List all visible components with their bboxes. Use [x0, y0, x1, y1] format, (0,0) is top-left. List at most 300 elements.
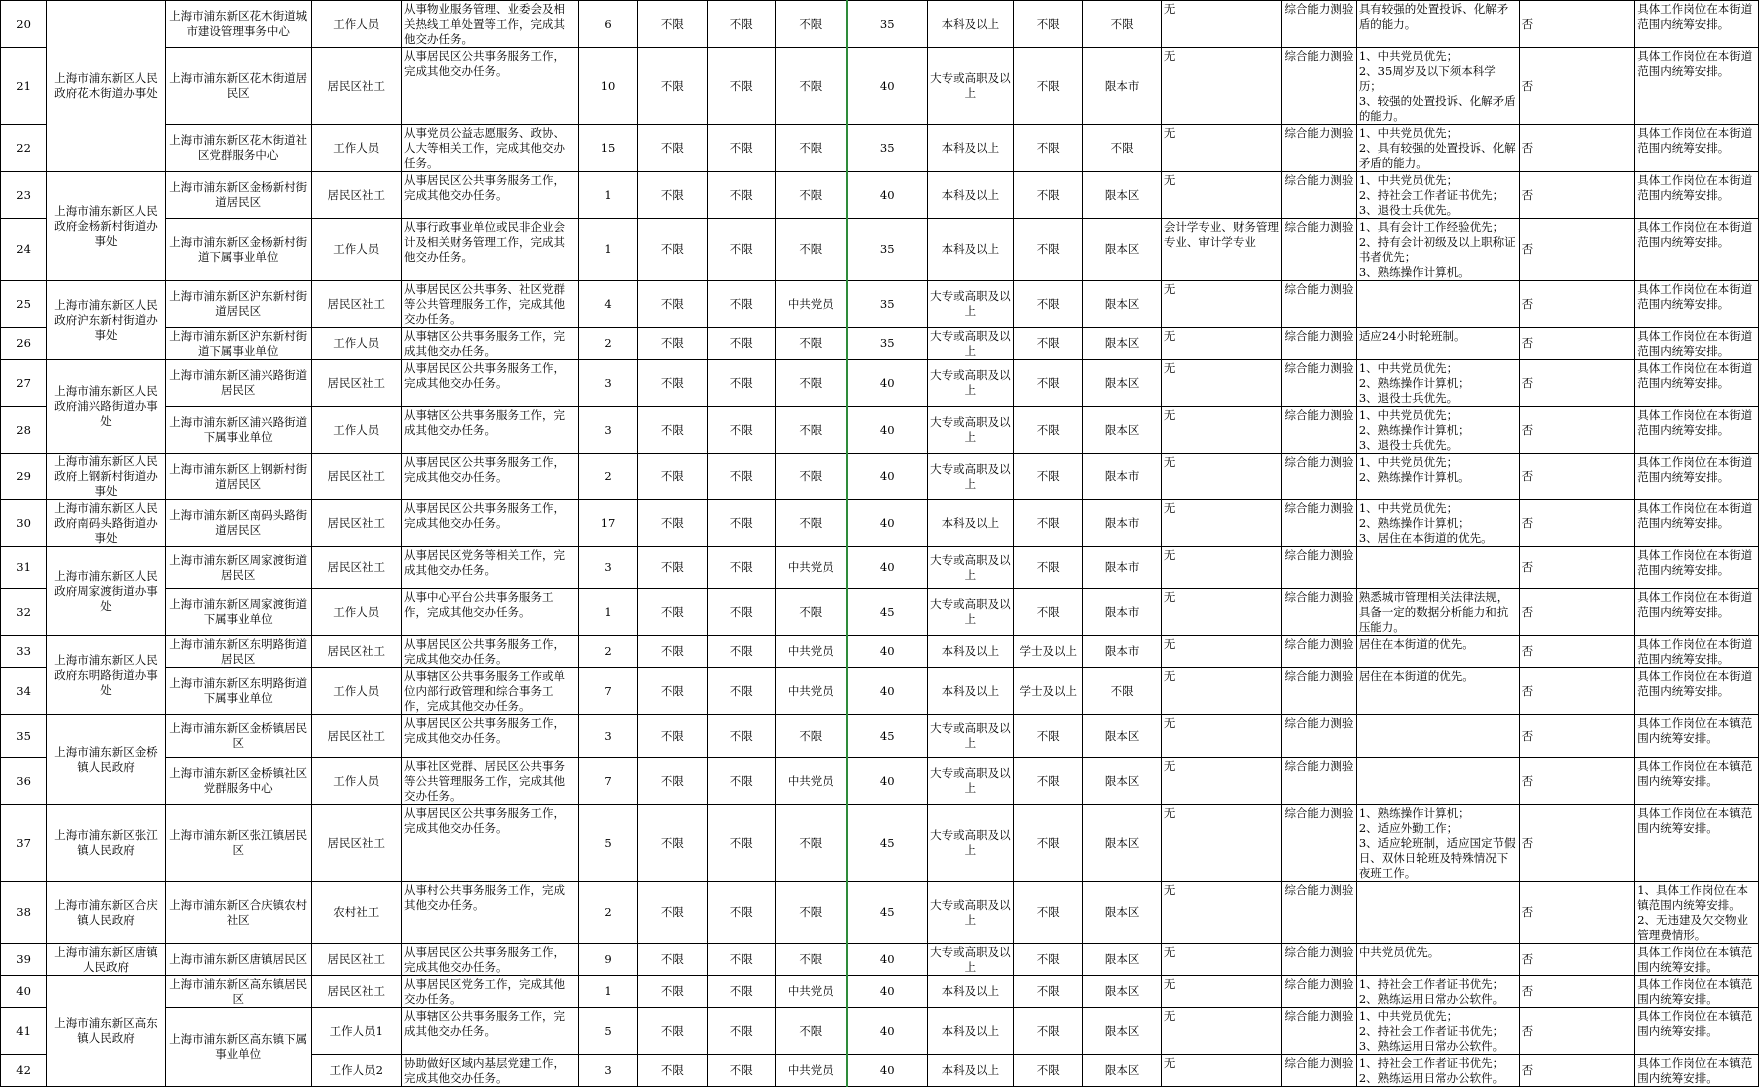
post-name-cell: 工作人员 [311, 1, 401, 48]
grassroots-cell: 否 [1519, 805, 1635, 882]
other-requirements-cell: 1、中共党员优先； 2、持社会工作者证书优先； 3、熟练运用日常办公软件。 [1356, 1008, 1519, 1055]
table-row [1, 715, 1759, 758]
ethnicity-cell: 不限 [707, 500, 775, 547]
age-limit-cell: 40 [847, 668, 927, 715]
gender-cell: 不限 [638, 636, 707, 668]
major-cell: 无 [1161, 48, 1282, 125]
grassroots-cell: 否 [1519, 407, 1635, 454]
political-status-cell: 不限 [775, 407, 846, 454]
gender-cell: 不限 [638, 125, 707, 172]
other-requirements-cell: 熟悉城市管理相关法律法规，具备一定的数据分析能力和抗压能力。 [1356, 589, 1519, 636]
gender-cell: 不限 [638, 219, 707, 281]
degree-cell: 不限 [1014, 1, 1083, 48]
notes-cell: 具体工作岗位在本街道范围内统筹安排。 [1635, 668, 1759, 715]
major-cell: 会计学专业、财务管理专业、审计学专业 [1161, 219, 1282, 281]
grassroots-cell: 否 [1519, 1, 1635, 48]
ethnicity-cell: 不限 [707, 407, 775, 454]
education-cell: 大专或高职及以上 [927, 805, 1013, 882]
notes-cell: 具体工作岗位在本镇范围内统筹安排。 [1635, 1008, 1759, 1055]
education-cell: 本科及以上 [927, 500, 1013, 547]
notes-cell: 具体工作岗位在本街道范围内统筹安排。 [1635, 636, 1759, 668]
headcount-cell: 2 [578, 636, 637, 668]
table-row [1, 668, 1759, 715]
notes-cell: 具体工作岗位在本街道范围内统筹安排。 [1635, 172, 1759, 219]
degree-cell: 不限 [1014, 547, 1083, 589]
post-description-cell: 从事居民区公共事务服务工作，完成其他交办任务。 [402, 944, 579, 976]
education-cell: 本科及以上 [927, 1008, 1013, 1055]
major-cell: 无 [1161, 805, 1282, 882]
political-status-cell: 中共党员 [775, 668, 846, 715]
gender-cell: 不限 [638, 715, 707, 758]
household-cell: 限本市 [1083, 500, 1161, 547]
degree-cell: 不限 [1014, 976, 1083, 1008]
household-cell: 限本区 [1083, 882, 1161, 944]
ethnicity-cell: 不限 [707, 172, 775, 219]
other-requirements-cell: 1、持社会工作者证书优先； 2、熟练运用日常办公软件。 [1356, 976, 1519, 1008]
employer-cell: 上海市浦东新区人民政府沪东新村街道办事处 [47, 281, 166, 360]
ethnicity-cell: 不限 [707, 715, 775, 758]
post-name-cell: 居民区社工 [311, 281, 401, 328]
gender-cell: 不限 [638, 1, 707, 48]
household-cell: 限本市 [1083, 589, 1161, 636]
political-status-cell: 不限 [775, 944, 846, 976]
degree-cell: 不限 [1014, 172, 1083, 219]
age-limit-cell: 40 [847, 48, 927, 125]
ethnicity-cell: 不限 [707, 1055, 775, 1087]
post-description-cell: 从事物业服务管理、业委会及相关热线工单处置等工作，完成其他交办任务。 [402, 1, 579, 48]
department-cell: 上海市浦东新区沪东新村街道居民区 [165, 281, 311, 328]
department-cell: 上海市浦东新区张江镇居民区 [165, 805, 311, 882]
post-description-cell: 从事辖区公共事务服务工作，完成其他交办任务。 [402, 1008, 579, 1055]
other-requirements-cell: 1、熟练操作计算机； 2、适应外勤工作； 3、适应轮班制，适应国定节假日、双休日轮班及特殊情况下夜班工作。 [1356, 805, 1519, 882]
education-cell: 本科及以上 [927, 636, 1013, 668]
education-cell: 本科及以上 [927, 976, 1013, 1008]
employer-cell: 上海市浦东新区人民政府南码头路街道办事处 [47, 500, 166, 547]
major-cell: 无 [1161, 328, 1282, 360]
notes-cell: 具体工作岗位在本街道范围内统筹安排。 [1635, 360, 1759, 407]
political-status-cell: 不限 [775, 48, 846, 125]
exam-subject-cell: 综合能力测验 [1282, 547, 1356, 589]
row-number: 32 [1, 589, 47, 636]
major-cell: 无 [1161, 407, 1282, 454]
gender-cell: 不限 [638, 48, 707, 125]
exam-subject-cell: 综合能力测验 [1282, 125, 1356, 172]
grassroots-cell: 否 [1519, 882, 1635, 944]
table-row [1, 328, 1759, 360]
degree-cell: 不限 [1014, 1055, 1083, 1087]
ethnicity-cell: 不限 [707, 328, 775, 360]
table-row [1, 219, 1759, 281]
age-limit-cell: 35 [847, 219, 927, 281]
table-row [1, 758, 1759, 805]
headcount-cell: 3 [578, 407, 637, 454]
gender-cell: 不限 [638, 882, 707, 944]
post-name-cell: 居民区社工 [311, 715, 401, 758]
household-cell: 限本区 [1083, 1055, 1161, 1087]
notes-cell: 具体工作岗位在本街道范围内统筹安排。 [1635, 407, 1759, 454]
department-cell: 上海市浦东新区花木街道城市建设管理事务中心 [165, 1, 311, 48]
exam-subject-cell: 综合能力测验 [1282, 944, 1356, 976]
department-cell: 上海市浦东新区高东镇居民区 [165, 976, 311, 1008]
row-number: 33 [1, 636, 47, 668]
grassroots-cell: 否 [1519, 328, 1635, 360]
post-name-cell: 工作人员 [311, 589, 401, 636]
headcount-cell: 17 [578, 500, 637, 547]
table-row [1, 976, 1759, 1008]
major-cell: 无 [1161, 454, 1282, 500]
other-requirements-cell: 1、中共党员优先； 2、具有较强的处置投诉、化解矛盾的能力。 [1356, 125, 1519, 172]
exam-subject-cell: 综合能力测验 [1282, 172, 1356, 219]
post-name-cell: 工作人员 [311, 758, 401, 805]
age-limit-cell: 40 [847, 1055, 927, 1087]
notes-cell: 具体工作岗位在本街道范围内统筹安排。 [1635, 547, 1759, 589]
household-cell: 限本市 [1083, 547, 1161, 589]
household-cell: 限本区 [1083, 944, 1161, 976]
ethnicity-cell: 不限 [707, 48, 775, 125]
household-cell: 限本区 [1083, 407, 1161, 454]
major-cell: 无 [1161, 589, 1282, 636]
age-limit-cell: 45 [847, 882, 927, 944]
grassroots-cell: 否 [1519, 589, 1635, 636]
gender-cell: 不限 [638, 454, 707, 500]
row-number: 39 [1, 944, 47, 976]
political-status-cell: 中共党员 [775, 636, 846, 668]
headcount-cell: 3 [578, 360, 637, 407]
gender-cell: 不限 [638, 805, 707, 882]
education-cell: 大专或高职及以上 [927, 589, 1013, 636]
table-row [1, 360, 1759, 407]
row-number: 29 [1, 454, 47, 500]
education-cell: 大专或高职及以上 [927, 360, 1013, 407]
post-name-cell: 工作人员1 [311, 1008, 401, 1055]
row-number: 41 [1, 1008, 47, 1055]
age-limit-cell: 45 [847, 715, 927, 758]
post-description-cell: 从事居民区公共事务服务工作，完成其他交办任务。 [402, 454, 579, 500]
education-cell: 大专或高职及以上 [927, 758, 1013, 805]
education-cell: 本科及以上 [927, 1, 1013, 48]
political-status-cell: 不限 [775, 1, 846, 48]
major-cell: 无 [1161, 1055, 1282, 1087]
political-status-cell: 不限 [775, 715, 846, 758]
grassroots-cell: 否 [1519, 125, 1635, 172]
grassroots-cell: 否 [1519, 360, 1635, 407]
age-limit-cell: 40 [847, 500, 927, 547]
exam-subject-cell: 综合能力测验 [1282, 48, 1356, 125]
political-status-cell: 中共党员 [775, 281, 846, 328]
post-name-cell: 居民区社工 [311, 454, 401, 500]
household-cell: 不限 [1083, 125, 1161, 172]
education-cell: 大专或高职及以上 [927, 882, 1013, 944]
department-cell: 上海市浦东新区唐镇居民区 [165, 944, 311, 976]
post-description-cell: 从事居民区公共事务服务工作，完成其他交办任务。 [402, 636, 579, 668]
post-description-cell: 从事居民区公共事务服务工作，完成其他交办任务。 [402, 715, 579, 758]
exam-subject-cell: 综合能力测验 [1282, 500, 1356, 547]
post-description-cell: 从事中心平台公共事务服务工作，完成其他交办任务。 [402, 589, 579, 636]
notes-cell: 具体工作岗位在本街道范围内统筹安排。 [1635, 454, 1759, 500]
other-requirements-cell: 适应24小时轮班制。 [1356, 328, 1519, 360]
political-status-cell: 不限 [775, 589, 846, 636]
notes-cell: 具体工作岗位在本街道范围内统筹安排。 [1635, 219, 1759, 281]
age-limit-cell: 45 [847, 805, 927, 882]
household-cell: 限本市 [1083, 454, 1161, 500]
political-status-cell: 不限 [775, 1008, 846, 1055]
employer-cell: 上海市浦东新区人民政府东明路街道办事处 [47, 636, 166, 715]
other-requirements-cell: 1、中共党员优先； 2、持社会工作者证书优先； 3、退役士兵优先。 [1356, 172, 1519, 219]
notes-cell: 具体工作岗位在本镇范围内统筹安排。 [1635, 976, 1759, 1008]
gender-cell: 不限 [638, 172, 707, 219]
employer-cell: 上海市浦东新区人民政府浦兴路街道办事处 [47, 360, 166, 454]
household-cell: 限本区 [1083, 1008, 1161, 1055]
ethnicity-cell: 不限 [707, 360, 775, 407]
row-number: 34 [1, 668, 47, 715]
gender-cell: 不限 [638, 500, 707, 547]
gender-cell: 不限 [638, 1008, 707, 1055]
headcount-cell: 1 [578, 219, 637, 281]
headcount-cell: 4 [578, 281, 637, 328]
exam-subject-cell: 综合能力测验 [1282, 407, 1356, 454]
exam-subject-cell: 综合能力测验 [1282, 1055, 1356, 1087]
degree-cell: 不限 [1014, 944, 1083, 976]
row-number: 36 [1, 758, 47, 805]
major-cell: 无 [1161, 1008, 1282, 1055]
major-cell: 无 [1161, 1, 1282, 48]
post-name-cell: 居民区社工 [311, 500, 401, 547]
degree-cell: 不限 [1014, 589, 1083, 636]
employer-cell: 上海市浦东新区人民政府周家渡街道办事处 [47, 547, 166, 636]
other-requirements-cell: 居住在本街道的优先。 [1356, 636, 1519, 668]
grassroots-cell: 否 [1519, 1055, 1635, 1087]
exam-subject-cell: 综合能力测验 [1282, 1, 1356, 48]
grassroots-cell: 否 [1519, 219, 1635, 281]
other-requirements-cell: 1、中共党员优先； 2、35周岁及以下须本科学历； 3、较强的处置投诉、化解矛盾的能力。 [1356, 48, 1519, 125]
education-cell: 大专或高职及以上 [927, 944, 1013, 976]
major-cell: 无 [1161, 281, 1282, 328]
headcount-cell: 3 [578, 1055, 637, 1087]
grassroots-cell: 否 [1519, 547, 1635, 589]
gender-cell: 不限 [638, 281, 707, 328]
age-limit-cell: 40 [847, 360, 927, 407]
political-status-cell: 不限 [775, 360, 846, 407]
political-status-cell: 不限 [775, 172, 846, 219]
grassroots-cell: 否 [1519, 636, 1635, 668]
age-limit-cell: 45 [847, 589, 927, 636]
post-description-cell: 从事居民区公共事务服务工作，完成其他交办任务。 [402, 172, 579, 219]
household-cell: 限本区 [1083, 758, 1161, 805]
grassroots-cell: 否 [1519, 281, 1635, 328]
other-requirements-cell [1356, 758, 1519, 805]
row-number: 27 [1, 360, 47, 407]
headcount-cell: 7 [578, 668, 637, 715]
education-cell: 本科及以上 [927, 125, 1013, 172]
row-number: 25 [1, 281, 47, 328]
post-description-cell: 从事居民区公共事务服务工作，完成其他交办任务。 [402, 48, 579, 125]
notes-cell: 具体工作岗位在本镇范围内统筹安排。 [1635, 1055, 1759, 1087]
headcount-cell: 10 [578, 48, 637, 125]
degree-cell: 不限 [1014, 328, 1083, 360]
ethnicity-cell: 不限 [707, 281, 775, 328]
education-cell: 本科及以上 [927, 219, 1013, 281]
major-cell: 无 [1161, 976, 1282, 1008]
education-cell: 大专或高职及以上 [927, 407, 1013, 454]
row-number: 21 [1, 48, 47, 125]
headcount-cell: 2 [578, 328, 637, 360]
department-cell: 上海市浦东新区金桥镇社区党群服务中心 [165, 758, 311, 805]
headcount-cell: 3 [578, 547, 637, 589]
exam-subject-cell: 综合能力测验 [1282, 589, 1356, 636]
department-cell: 上海市浦东新区东明路街道下属事业单位 [165, 668, 311, 715]
headcount-cell: 9 [578, 944, 637, 976]
ethnicity-cell: 不限 [707, 636, 775, 668]
household-cell: 限本区 [1083, 715, 1161, 758]
education-cell: 大专或高职及以上 [927, 328, 1013, 360]
post-name-cell: 工作人员 [311, 219, 401, 281]
age-limit-cell: 35 [847, 281, 927, 328]
department-cell: 上海市浦东新区花木街道居民区 [165, 48, 311, 125]
notes-cell: 具体工作岗位在本镇范围内统筹安排。 [1635, 805, 1759, 882]
post-description-cell: 从事居民区公共事务、社区党群等公共管理服务工作，完成其他交办任务。 [402, 281, 579, 328]
post-description-cell: 协助做好区域内基层党建工作，完成其他交办任务。 [402, 1055, 579, 1087]
household-cell: 限本区 [1083, 219, 1161, 281]
other-requirements-cell: 1、持社会工作者证书优先； 2、熟练运用日常办公软件。 [1356, 1055, 1519, 1087]
row-number: 26 [1, 328, 47, 360]
age-limit-cell: 40 [847, 547, 927, 589]
gender-cell: 不限 [638, 589, 707, 636]
headcount-cell: 15 [578, 125, 637, 172]
headcount-cell: 2 [578, 454, 637, 500]
post-description-cell: 从事辖区公共事务服务工作，完成其他交办任务。 [402, 407, 579, 454]
grassroots-cell: 否 [1519, 976, 1635, 1008]
major-cell: 无 [1161, 636, 1282, 668]
table-row [1, 805, 1759, 882]
exam-subject-cell: 综合能力测验 [1282, 281, 1356, 328]
major-cell: 无 [1161, 882, 1282, 944]
employer-cell: 上海市浦东新区合庆镇人民政府 [47, 882, 166, 944]
gender-cell: 不限 [638, 407, 707, 454]
household-cell: 限本市 [1083, 636, 1161, 668]
headcount-cell: 2 [578, 882, 637, 944]
employer-cell: 上海市浦东新区金桥镇人民政府 [47, 715, 166, 805]
post-name-cell: 农村社工 [311, 882, 401, 944]
education-cell: 大专或高职及以上 [927, 547, 1013, 589]
exam-subject-cell: 综合能力测验 [1282, 328, 1356, 360]
table-row [1, 500, 1759, 547]
grassroots-cell: 否 [1519, 454, 1635, 500]
post-name-cell: 工作人员 [311, 407, 401, 454]
political-status-cell: 不限 [775, 125, 846, 172]
ethnicity-cell: 不限 [707, 589, 775, 636]
post-name-cell: 居民区社工 [311, 172, 401, 219]
degree-cell: 学士及以上 [1014, 668, 1083, 715]
exam-subject-cell: 综合能力测验 [1282, 758, 1356, 805]
ethnicity-cell: 不限 [707, 547, 775, 589]
degree-cell: 不限 [1014, 500, 1083, 547]
table-row [1, 882, 1759, 944]
exam-subject-cell: 综合能力测验 [1282, 715, 1356, 758]
post-name-cell: 居民区社工 [311, 976, 401, 1008]
post-description-cell: 从事居民区公共事务服务工作，完成其他交办任务。 [402, 500, 579, 547]
department-cell: 上海市浦东新区周家渡街道居民区 [165, 547, 311, 589]
household-cell: 限本区 [1083, 281, 1161, 328]
table-row [1, 125, 1759, 172]
degree-cell: 不限 [1014, 407, 1083, 454]
degree-cell: 不限 [1014, 281, 1083, 328]
exam-subject-cell: 综合能力测验 [1282, 668, 1356, 715]
grassroots-cell: 否 [1519, 715, 1635, 758]
row-number: 23 [1, 172, 47, 219]
grassroots-cell: 否 [1519, 1008, 1635, 1055]
post-description-cell: 从事居民区公共事务服务工作，完成其他交办任务。 [402, 805, 579, 882]
ethnicity-cell: 不限 [707, 219, 775, 281]
department-cell: 上海市浦东新区高东镇下属事业单位 [165, 1008, 311, 1087]
education-cell: 本科及以上 [927, 668, 1013, 715]
political-status-cell: 中共党员 [775, 547, 846, 589]
gender-cell: 不限 [638, 1055, 707, 1087]
department-cell: 上海市浦东新区金桥镇居民区 [165, 715, 311, 758]
row-number: 20 [1, 1, 47, 48]
table-row [1, 1, 1759, 48]
table-row [1, 281, 1759, 328]
degree-cell: 学士及以上 [1014, 636, 1083, 668]
notes-cell: 具体工作岗位在本街道范围内统筹安排。 [1635, 125, 1759, 172]
exam-subject-cell: 综合能力测验 [1282, 636, 1356, 668]
post-name-cell: 工作人员 [311, 668, 401, 715]
post-name-cell: 居民区社工 [311, 48, 401, 125]
degree-cell: 不限 [1014, 219, 1083, 281]
table-row [1, 172, 1759, 219]
table-row [1, 944, 1759, 976]
age-limit-cell: 35 [847, 328, 927, 360]
household-cell: 限本区 [1083, 328, 1161, 360]
post-name-cell: 居民区社工 [311, 805, 401, 882]
grassroots-cell: 否 [1519, 500, 1635, 547]
age-limit-cell: 40 [847, 944, 927, 976]
gender-cell: 不限 [638, 758, 707, 805]
education-cell: 大专或高职及以上 [927, 715, 1013, 758]
table-row [1, 407, 1759, 454]
political-status-cell: 不限 [775, 219, 846, 281]
major-cell: 无 [1161, 125, 1282, 172]
major-cell: 无 [1161, 172, 1282, 219]
education-cell: 大专或高职及以上 [927, 48, 1013, 125]
major-cell: 无 [1161, 715, 1282, 758]
other-requirements-cell [1356, 281, 1519, 328]
gender-cell: 不限 [638, 328, 707, 360]
notes-cell: 具体工作岗位在本街道范围内统筹安排。 [1635, 281, 1759, 328]
age-limit-cell: 40 [847, 172, 927, 219]
ethnicity-cell: 不限 [707, 1008, 775, 1055]
notes-cell: 具体工作岗位在本街道范围内统筹安排。 [1635, 589, 1759, 636]
major-cell: 无 [1161, 500, 1282, 547]
row-number: 30 [1, 500, 47, 547]
age-limit-cell: 40 [847, 407, 927, 454]
political-status-cell: 不限 [775, 328, 846, 360]
employer-cell: 上海市浦东新区人民政府金杨新村街道办事处 [47, 172, 166, 281]
household-cell: 限本区 [1083, 805, 1161, 882]
degree-cell: 不限 [1014, 360, 1083, 407]
notes-cell: 具体工作岗位在本镇范围内统筹安排。 [1635, 715, 1759, 758]
degree-cell: 不限 [1014, 125, 1083, 172]
post-description-cell: 从事居民区党务工作，完成其他交办任务。 [402, 976, 579, 1008]
grassroots-cell: 否 [1519, 48, 1635, 125]
notes-cell: 具体工作岗位在本街道范围内统筹安排。 [1635, 48, 1759, 125]
political-status-cell: 中共党员 [775, 758, 846, 805]
notes-cell: 具体工作岗位在本街道范围内统筹安排。 [1635, 328, 1759, 360]
political-status-cell: 不限 [775, 882, 846, 944]
other-requirements-cell: 居住在本街道的优先。 [1356, 668, 1519, 715]
employer-cell: 上海市浦东新区张江镇人民政府 [47, 805, 166, 882]
household-cell: 限本区 [1083, 360, 1161, 407]
post-description-cell: 从事居民区公共事务服务工作，完成其他交办任务。 [402, 360, 579, 407]
